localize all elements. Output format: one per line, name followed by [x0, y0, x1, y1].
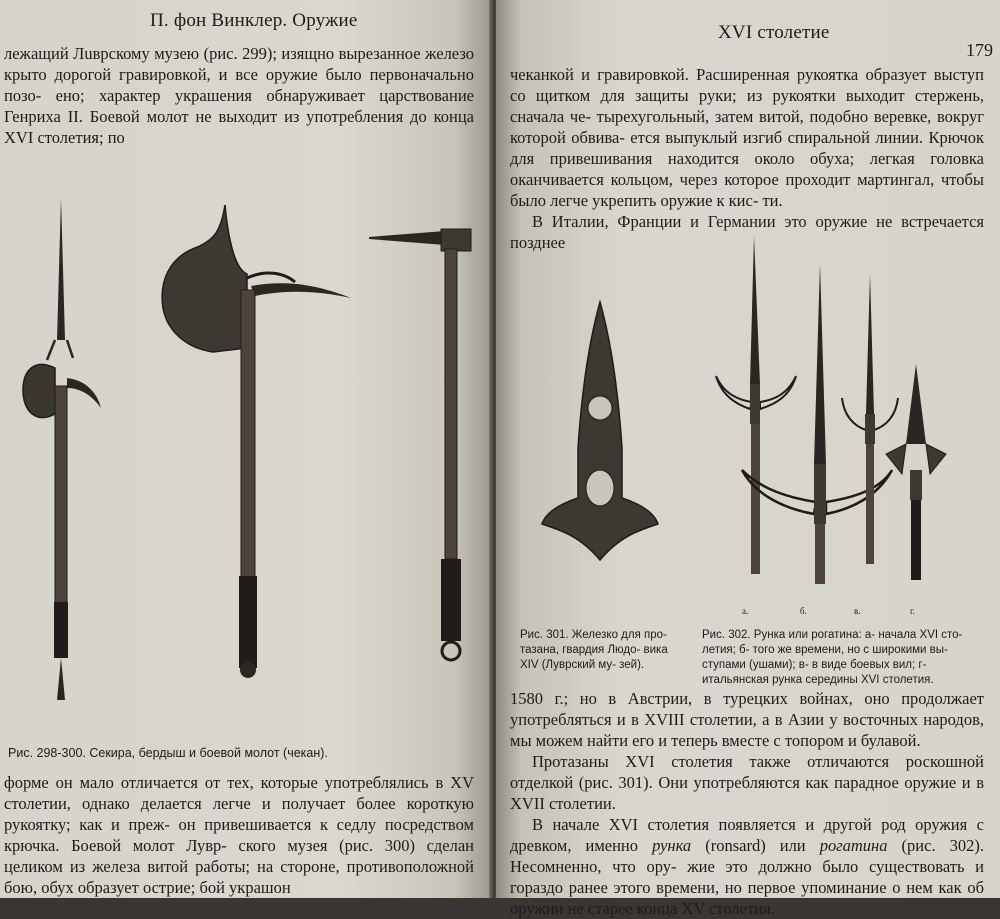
figure-300-war-hammer	[365, 225, 485, 675]
left-top-text: лежащий Лuвpскому музею (рис. 299); изящно вырезанное железо крыто дорогой гравировкой, и все оружие было первоначально позо- ено; характер украшения обнаруживает царствование Генриха II. Боевой молот не выходит из употребления до конца XVI столетия; по	[4, 44, 474, 147]
left-running-head: П. фон Винклер. Оружие	[150, 10, 358, 31]
runka-g	[886, 364, 946, 580]
right-running-head: XVI столетие	[718, 22, 830, 43]
left-bottom-text: форме он мало отличается от тех, которые употреблялись в XV столетии, однако делается легче и получает более короткую рукоятку; как и преж- он привешивается к седлу посредством крючка. Боевой молот Лувр- ского музея (рис. 300) сделан целиком из железа витой работы; на стороне, противоположной бою, обух образует острие; бой украшон	[4, 773, 474, 897]
hammer-head	[441, 229, 471, 251]
runka-a	[716, 236, 796, 574]
axe-blade	[23, 364, 55, 417]
figure-301-partisan	[540, 298, 660, 578]
right-page	[496, 0, 1000, 918]
term-rogatina: рогатина	[819, 836, 888, 855]
figure-298-axe	[15, 190, 125, 710]
berdysh-blade	[162, 205, 247, 352]
p3-part-c: (ronsard) или	[691, 836, 820, 855]
right-top-text-block	[510, 64, 984, 253]
page-number: 179	[966, 40, 993, 60]
right-bottom-p1: 1580 г.; но в Австрии, в турецких войнах, оно продолжает употребляться и в XVIII столетии, а в Азии у восточных народов, мы можем найти его и теперь вместе с топором и булавой.	[510, 689, 984, 750]
right-bottom-p3	[510, 814, 984, 919]
fig-letter-v: в.	[854, 606, 861, 616]
figure-302-runka	[706, 234, 956, 604]
right-top-text: чеканкой и гравировкой. Расширенная рукоятка образует выступ со щитком для защиты руки; из рукоятки выходит стержень, сначала че- тырехугольный, затем витой, подобно веревке, вокруг которой обвива- ется выпуклый изгиб спиральной линии. Крючок для привешивания находится около обуха; легкая головка оканчивается кольцом, через которое проходит мартингал, чтобы было легче укрепить оружие к кис- ти.	[510, 65, 984, 210]
fig-letter-g: г.	[910, 606, 915, 616]
hammer-shaft	[445, 249, 457, 559]
caption-fig-301: Рис. 301. Железко для про- тазана, гвардия Людо- вика XIV (Лувpский му- зей).	[520, 629, 668, 671]
hammer-grip	[441, 559, 461, 641]
p3-part-e: (рис. 302). Несомненно, что ору- жие это должно было существовать и гораздо ранее этого времени, но первое упоминание о нем как об оружии не старее конца XV столетия.	[510, 836, 984, 918]
runka-v	[842, 274, 898, 564]
berdysh-grip	[239, 576, 257, 668]
fig-letter-b: б.	[800, 606, 807, 616]
figure-299-berdysh	[155, 200, 355, 680]
axe-shaft	[55, 386, 67, 606]
hammer-beak	[369, 231, 445, 245]
berdysh-beak	[251, 283, 351, 298]
right-top-text-2: В Италии, Франции и Германии это оружие не встречается позднее	[510, 212, 984, 252]
right-bottom-text-block	[510, 688, 984, 919]
caption-fig-302: Рис. 302. Рунка или рогатина: а- начала XVI сто- летия; б- того же времени, но с широкими вы- ступами (ушами); в- в виде боевых вил; г- итальянская рунка середины XVI столетия.	[702, 629, 963, 686]
partisan-blade	[542, 302, 658, 560]
berdysh-shaft	[241, 290, 255, 580]
fig-letter-a: а.	[742, 606, 749, 616]
axe-grip	[54, 602, 68, 658]
right-bottom-p2: Протазаны XVI столетия также отличаются роскошной отделкой (рис. 301). Они употребляются как парадное оружие и в XVII столетии.	[510, 752, 984, 813]
term-runka: рунка	[652, 836, 692, 855]
axe-spike	[57, 198, 65, 340]
left-page	[0, 0, 493, 898]
axe-langet	[67, 378, 101, 408]
p3-part-a: В начале XVI столетия появляется и другой род оружия с древком, именно	[510, 815, 984, 855]
left-figure-caption: Рис. 298-300. Секира, бердыш и боевой молот (чекан).	[8, 746, 328, 760]
